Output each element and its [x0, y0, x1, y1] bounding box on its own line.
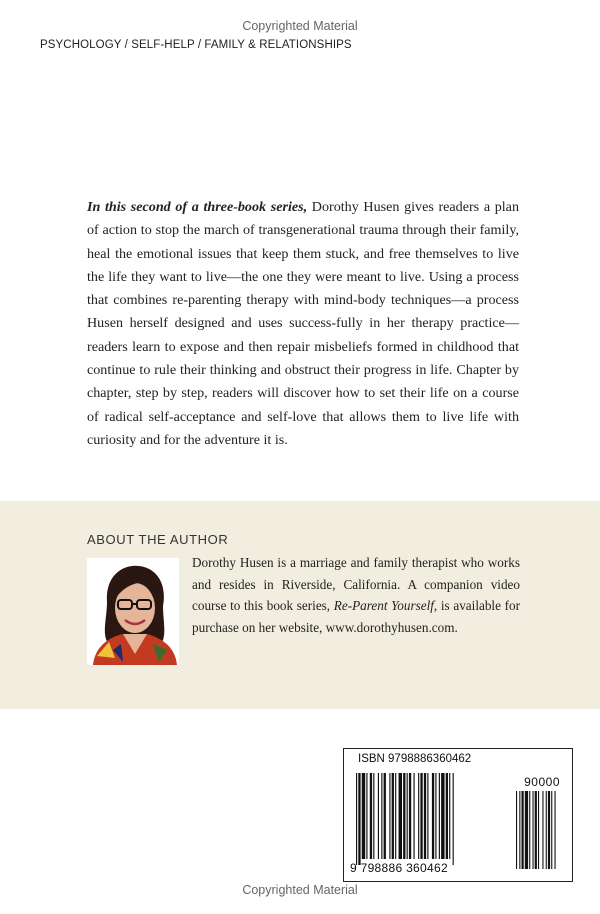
addon-bar — [533, 791, 534, 869]
isbn-barcode — [343, 748, 573, 882]
barcode-bar — [407, 773, 408, 859]
barcode-bar — [414, 773, 415, 859]
barcode-bar — [362, 773, 365, 859]
description-lead: In this second of a three-book series, — [87, 199, 308, 215]
barcode-bar — [389, 773, 390, 859]
barcode-bar — [373, 773, 374, 859]
bio-series-title: Re-Parent Yourself — [333, 598, 434, 614]
description-body: Dorothy Husen gives readers a plan of action to stop the march of transgenerational trauma through their family, heal the emotional issues that keep them stuck, and free themselves to live the life they want to live—the one they were meant to live. Using a process that combines re-parenting therapy with mind-body techniques—a process Husen herself designed and uses success-fully in her therapy practice—readers learn to expose and then repair misbeliefs formed in childhood that continue to rule their thinking and obstruct their progress in life. Chapter by chapter, step by step, readers will discover how to set their life on a course of radical self-acceptance and self-love that allows them to live life with curiosity and for the adventure it is. — [87, 199, 519, 448]
addon-bar — [525, 791, 528, 869]
barcode-bar — [366, 773, 367, 859]
barcode-bar — [392, 773, 394, 859]
barcode-bar — [356, 773, 357, 865]
barcode-bar — [378, 773, 379, 859]
barcode-bar — [403, 773, 405, 859]
barcode-bar — [418, 773, 419, 859]
category-label: PSYCHOLOGY / SELF-HELP / FAMILY & RELATIONSHIPS — [40, 39, 352, 51]
barcode-bar — [439, 773, 440, 859]
addon-bar — [546, 791, 547, 869]
addon-bar — [551, 791, 552, 869]
barcode-bar — [441, 773, 444, 859]
barcode-bar — [420, 773, 422, 859]
addon-bar — [535, 791, 537, 869]
price-addon-code: 90000 — [524, 775, 560, 789]
addon-bar — [542, 791, 543, 869]
barcode-bar — [370, 773, 372, 859]
barcode-digits: 9 798886 360462 — [350, 861, 448, 875]
barcode-bar — [381, 773, 382, 859]
barcode-bar — [395, 773, 396, 859]
barcode-bar — [384, 773, 386, 859]
barcode-bar — [449, 773, 450, 859]
addon-bar — [516, 791, 517, 869]
barcode-bar — [432, 773, 434, 859]
barcode-bar — [409, 773, 411, 859]
author-photo — [87, 558, 179, 665]
addon-bar — [522, 791, 524, 869]
barcode-bar — [358, 773, 360, 865]
addon-bar — [548, 791, 550, 869]
bio-text-part2: , is available for purchase on her website, www.dorothyhusen.com. — [192, 598, 520, 635]
barcode-bar — [424, 773, 426, 859]
barcode-bar — [399, 773, 402, 859]
barcode-bar — [453, 773, 454, 865]
author-bio — [192, 552, 520, 638]
addon-bar — [519, 791, 520, 869]
isbn-label: ISBN 9798886360462 — [358, 753, 472, 765]
copyright-watermark-bottom: Copyrighted Material — [242, 883, 358, 897]
bio-text-part1: Dorothy Husen is a marriage and family therapist who works and resides in Riverside, California. A companion video course to this book series, — [192, 555, 520, 614]
addon-bar — [529, 791, 530, 869]
barcode-bar — [446, 773, 448, 859]
book-description — [87, 196, 519, 452]
addon-bar — [538, 791, 539, 869]
addon-bar — [555, 791, 556, 869]
barcode-bar — [427, 773, 428, 859]
copyright-watermark-top: Copyrighted Material — [242, 19, 358, 33]
barcode-bar — [435, 773, 436, 859]
about-author-heading: ABOUT THE AUTHOR — [87, 532, 229, 547]
